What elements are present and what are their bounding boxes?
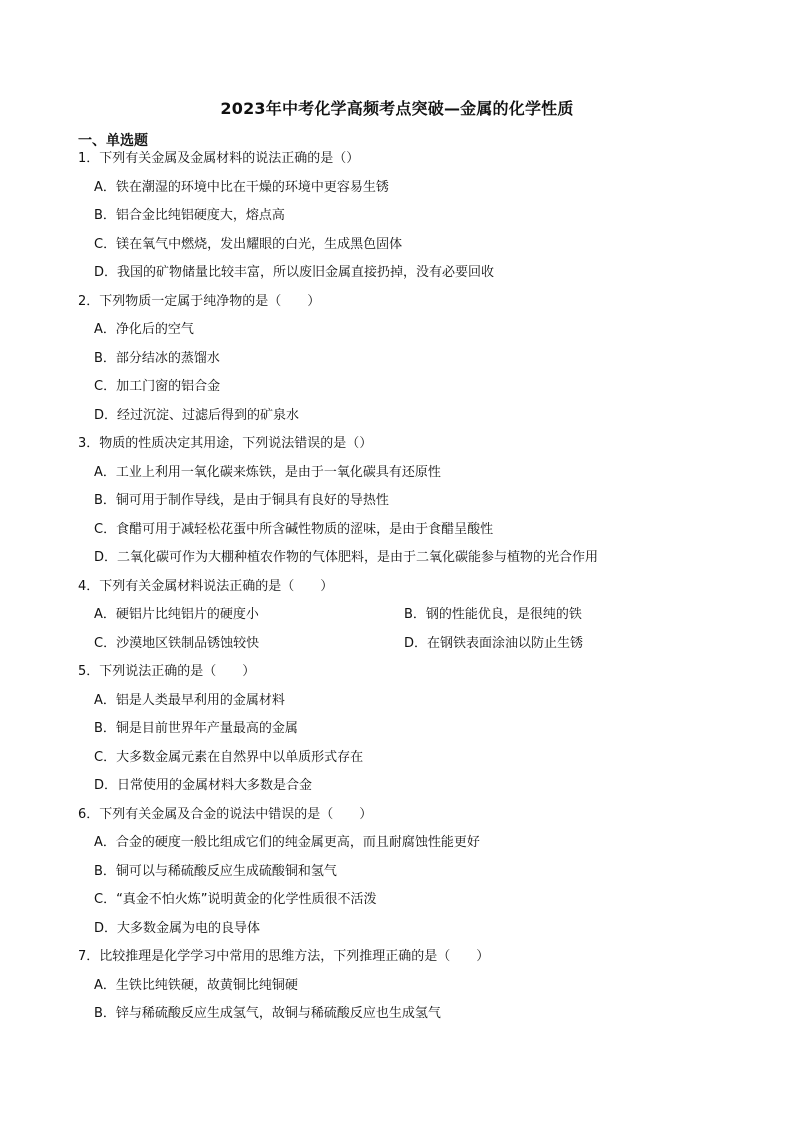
question-6-option-a: A．合金的硬度一般比组成它们的纯金属更高，而且耐腐蚀性能更好 [94, 835, 480, 850]
question-5-stem: 5．下列说法正确的是（ ） [78, 664, 256, 679]
question-7-option-a: A．生铁比纯铁硬，故黄铜比纯铜硬 [94, 978, 298, 993]
question-6-option-c: C．“真金不怕火炼”说明黄金的化学性质很不活泼 [94, 892, 377, 907]
question-3-option-a: A．工业上利用一氧化碳来炼铁，是由于一氧化碳具有还原性 [94, 465, 441, 480]
question-4-option-a: A．硬铝片比纯铝片的硬度小 [94, 607, 259, 622]
question-6-option-b: B．铜可以与稀硫酸反应生成硫酸铜和氢气 [94, 864, 337, 879]
question-4-option-b: B．钢的性能优良，是很纯的铁 [404, 607, 582, 622]
question-6-stem: 6．下列有关金属及合金的说法中错误的是（ ） [78, 807, 373, 822]
question-4-option-c: C．沙漠地区铁制品锈蚀较快 [94, 636, 260, 651]
question-5-option-c: C．大多数金属元素在自然界中以单质形式存在 [94, 750, 364, 765]
question-1-stem: 1．下列有关金属及金属材料的说法正确的是（） [78, 151, 360, 166]
question-5-option-a: A．铝是人类最早利用的金属材料 [94, 693, 285, 708]
question-1-option-d: D．我国的矿物储量比较丰富，所以废旧金属直接扔掉，没有必要回收 [94, 265, 495, 280]
question-1-option-b: B．铝合金比纯铝硬度大，熔点高 [94, 208, 285, 223]
question-4-option-d: D．在钢铁表面涂油以防止生锈 [404, 636, 584, 651]
question-7-stem: 7．比较推理是化学学习中常用的思维方法，下列推理正确的是（ ） [78, 949, 490, 964]
question-2-option-c: C．加工门窗的铝合金 [94, 379, 221, 394]
question-1-option-c: C．镁在氧气中燃烧，发出耀眼的白光，生成黑色固体 [94, 237, 403, 252]
question-6-option-d: D．大多数金属为电的良导体 [94, 921, 261, 936]
question-2-stem: 2．下列物质一定属于纯净物的是（ ） [78, 294, 321, 309]
question-3-option-b: B．铜可用于制作导线，是由于铜具有良好的导热性 [94, 493, 389, 508]
question-3-option-c: C．食醋可用于减轻松花蛋中所含碱性物质的涩味，是由于食醋呈酸性 [94, 522, 494, 537]
question-1-option-a: A．铁在潮湿的环境中比在干燥的环境中更容易生锈 [94, 180, 389, 195]
question-7-option-b: B．锌与稀硫酸反应生成氢气，故铜与稀硫酸反应也生成氢气 [94, 1006, 441, 1021]
question-3-option-d: D．二氧化碳可作为大棚种植农作物的气体肥料，是由于二氧化碳能参与植物的光合作用 [94, 550, 599, 565]
question-2-option-d: D．经过沉淀、过滤后得到的矿泉水 [94, 408, 300, 423]
question-4-stem: 4．下列有关金属材料说法正确的是（ ） [78, 579, 334, 594]
question-3-stem: 3．物质的性质决定其用途，下列说法错误的是（） [78, 436, 373, 451]
section-heading: 一、单选题 [78, 133, 148, 149]
document-title: 2023年中考化学高频考点突破—金属的化学性质 [220, 99, 574, 118]
question-5-option-b: B．铜是目前世界年产量最高的金属 [94, 721, 298, 736]
question-5-option-d: D．日常使用的金属材料大多数是合金 [94, 778, 313, 793]
question-2-option-a: A．净化后的空气 [94, 322, 194, 337]
question-2-option-b: B．部分结冰的蒸馏水 [94, 351, 220, 366]
